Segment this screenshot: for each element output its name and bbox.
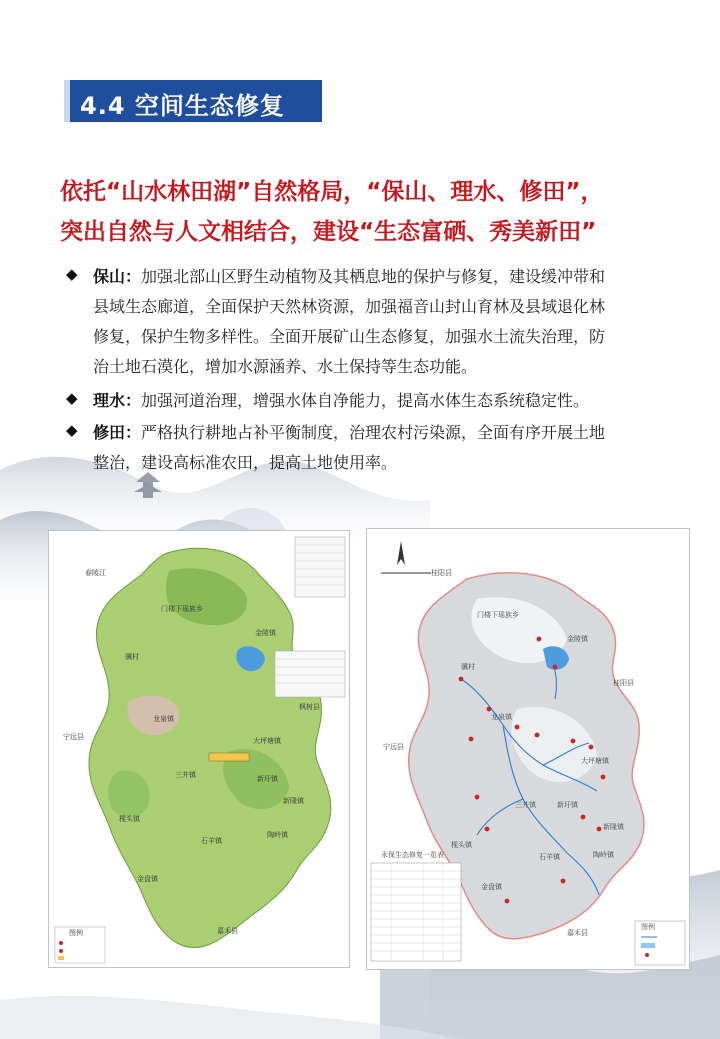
- map-label: 新隆镇: [283, 797, 304, 805]
- map-label: 三井镇: [175, 771, 196, 779]
- diamond-bullet-icon: ◆: [66, 389, 78, 407]
- map-label: 金陵镇: [567, 635, 588, 643]
- map-label: 门楼下瑶族乡: [161, 605, 203, 613]
- map-label: 桂阳县: [613, 679, 634, 687]
- ecological-protection-map: [48, 530, 350, 968]
- map-label: 大坪塘镇: [253, 737, 281, 745]
- map-label: 金盘镇: [481, 883, 502, 891]
- bullet-line: [93, 386, 668, 416]
- map-label: 桂阳县: [431, 569, 452, 577]
- map-label: 枧头镇: [119, 815, 140, 823]
- map-label: 陶岭镇: [593, 851, 614, 859]
- map-label: 骥村: [461, 663, 475, 671]
- map-label: 金盘镇: [137, 875, 158, 883]
- map-label: 春陵江: [85, 569, 106, 577]
- north-arrow-icon: [381, 541, 431, 573]
- map-label: 新隆镇: [603, 823, 624, 831]
- section-header: [64, 80, 322, 122]
- legend-title: 图例: [69, 929, 83, 937]
- diamond-bullet-icon: ◆: [66, 421, 78, 439]
- map-label: 石羊镇: [539, 853, 560, 861]
- map-label: 三井镇: [515, 801, 536, 809]
- section-title: [80, 86, 285, 121]
- map-label: 枫树县: [299, 703, 320, 711]
- section-title-text: 空间生态修复: [134, 92, 285, 120]
- map-label: 龙泉镇: [491, 713, 512, 721]
- legend-title: 图例: [641, 923, 655, 931]
- map-label: 宁远县: [63, 733, 84, 741]
- bullet-title: 修田：: [93, 423, 142, 442]
- map-label: 金陵镇: [255, 629, 276, 637]
- bullet-text: 严格执行耕地占补平衡制度，治理农村污染源，全面有序开展土地: [141, 423, 606, 442]
- bullet-text: 县域生态廊道，全面保护天然林资源，加强福音山封山育林及县域退化林: [93, 297, 606, 316]
- bullet-text: 整治，建设高标准农田，提高土地使用率。: [93, 453, 398, 472]
- bullet-line: [93, 418, 668, 448]
- map-label: 嘉禾县: [567, 929, 588, 937]
- map-label: 新圩镇: [557, 801, 578, 809]
- river-restoration-map: [366, 528, 690, 970]
- bullet-line: [93, 262, 668, 292]
- bullet-text: 加强北部山区野生动植物及其栖息地的保护与修复，建设缓冲带和: [141, 267, 606, 286]
- bullet-title: 理水：: [93, 391, 142, 410]
- map-label: 门楼下瑶族乡: [477, 611, 519, 619]
- headline-line-2: 突出自然与人文相结合，建设“生态富硒、秀美新田”: [60, 219, 597, 245]
- section-number: 4.4: [80, 92, 126, 120]
- map-label: 宁远县: [383, 743, 404, 751]
- diamond-bullet-icon: ◆: [66, 265, 78, 283]
- bullet-text: 修复，保护生物多样性。全面开展矿山生态修复，加强水土流失治理，防: [93, 327, 606, 346]
- headline-line-1: 依托“山水林田湖”自然格局，“保山、理水、修田”，: [60, 179, 604, 205]
- map-label: 龙泉镇: [153, 715, 174, 723]
- map-label: 陶岭镇: [267, 831, 288, 839]
- map-label: 大坪塘镇: [581, 757, 609, 765]
- map-label: 骥村: [125, 653, 139, 661]
- bullet-text: 治土地石漠化，增加水源涵养、水土保持等生态功能。: [93, 357, 478, 376]
- table-title: 永保生态修复一览表: [381, 851, 444, 859]
- map-label: 石羊镇: [201, 837, 222, 845]
- bullet-title: 保山：: [93, 267, 142, 286]
- map-label: 新圩镇: [257, 775, 278, 783]
- map-label: 枧头镇: [451, 841, 472, 849]
- map-label: 嘉禾县: [217, 927, 238, 935]
- bullet-text: 加强河道治理，增强水体自净能力，提高水体生态系统稳定性。: [141, 391, 590, 410]
